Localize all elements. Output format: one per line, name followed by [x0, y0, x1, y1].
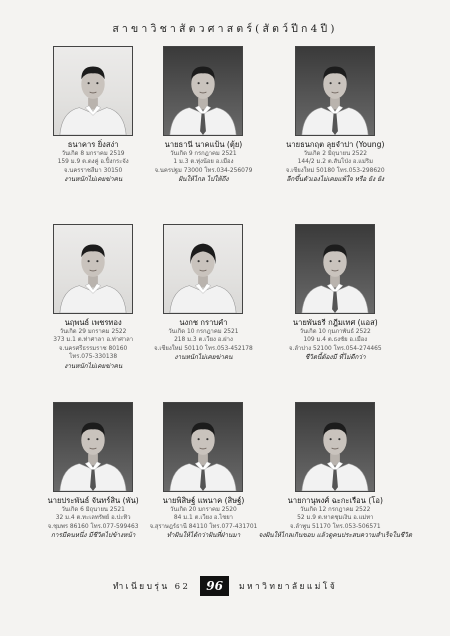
- student-birthdate: วันเกิด 20 มกราคม 2520: [170, 507, 237, 513]
- student-address: 52 ม.9 ต.หาดชุมเงิน อ.แม่ทา: [297, 515, 374, 522]
- eye-right: [339, 82, 341, 84]
- eye-left: [88, 260, 90, 262]
- student-card: [148, 44, 258, 222]
- eye-right: [339, 438, 341, 440]
- footer-class-label: ทำเนียบรุ่น 62: [112, 582, 191, 592]
- student-address: จ.นครศรีธรรมราช 80160: [59, 345, 128, 352]
- student-photo: [163, 402, 243, 492]
- student-address: 1 ม.3 ต.ทุ่งน้อย อ.เมือง: [173, 159, 234, 166]
- student-motto: งานหนักไม่เคยฆ่าคน: [64, 361, 123, 370]
- eye-right: [96, 438, 98, 440]
- student-address: 84 ม.1 ต.เวียง อ.ไชยา: [173, 515, 233, 522]
- eye-left: [330, 438, 332, 440]
- student-motto: จงฝันให้ไกลเกินขอบ แล้วดูคนประสบความสำเร็จในชีวิต: [258, 531, 412, 540]
- student-card: [259, 44, 412, 222]
- student-name: นายธานี นาคแป้น (ตุ้ย): [164, 140, 243, 149]
- eye-left: [198, 438, 200, 440]
- student-address: จ.ลำปาง 52100 โทร.054-274465: [289, 345, 382, 352]
- portrait-silhouette: [164, 403, 242, 491]
- eye-left: [198, 260, 200, 262]
- portrait-silhouette: [54, 403, 132, 491]
- student-address: จ.นครราชสีมา 30150: [63, 167, 123, 174]
- portrait-silhouette: [296, 403, 374, 491]
- student-birthdate: วันเกิด 12 กรกฎาคม 2522: [300, 507, 371, 513]
- student-photo: [295, 402, 375, 492]
- student-motto: ลีกขึ้นตัวเองไม่เคยแพ้ใจ หรือ ยัง ยัง: [286, 175, 385, 184]
- student-name: นายธนกฤต ลุยจำปา (Young): [286, 140, 385, 149]
- student-address: จ.สุราษฎร์ธานี 84110 โทร.077-431701: [149, 523, 258, 530]
- student-address: จ.เชียงใหม่ 50180 โทร.053-298620: [285, 167, 385, 174]
- student-address: 32 ม.4 ต.ทะเลทรัพย์ อ.ปะทิว: [55, 515, 131, 522]
- student-birthdate: วันเกิด 10 กุมภาพันธ์ 2522: [299, 329, 371, 335]
- student-address: จ.เชียงใหม่ 50110 โทร.053-452178: [154, 345, 253, 352]
- student-address: จ.ชุมพร 86160 โทร.077-599463: [47, 523, 139, 530]
- student-motto: งานหนักไม่เคยฆ่าคน: [174, 353, 233, 362]
- student-name: นายพันธรี กฎีมเทศ (แอส): [292, 318, 378, 327]
- student-card: [38, 44, 148, 222]
- student-birthdate: วันเกิด 2 มิถุนายน 2522: [303, 151, 367, 157]
- student-photo: [53, 224, 133, 314]
- student-name: นายพิสิษฐ์ แพนาค (สิษฐ์): [162, 496, 245, 505]
- eye-left: [330, 82, 332, 84]
- portrait-silhouette: [54, 225, 132, 313]
- student-phone: โทร.075-330138: [69, 354, 118, 361]
- student-birthdate: วันเกิด 6 มิถุนายน 2521: [61, 507, 125, 513]
- student-address: 159 ม.9 ต.ดงคู่ อ.ปิ้งกระจัง: [57, 159, 129, 166]
- eye-left: [198, 82, 200, 84]
- portrait-silhouette: [296, 47, 374, 135]
- student-motto: การมีคนหนึ่ง มีชีวิตไปข้างหน้า: [51, 531, 136, 540]
- page-title: สาขาวิชาสัตวศาสตร์(สัตว์ปีก4ปี): [112, 23, 338, 35]
- eye-left: [88, 82, 90, 84]
- portrait-silhouette: [54, 47, 132, 135]
- eye-right: [207, 82, 209, 84]
- eye-right: [96, 260, 98, 262]
- student-card: [38, 400, 148, 578]
- student-motto: งานหนักไม่เคยฆ่าคน: [64, 175, 123, 184]
- student-photo: [163, 46, 243, 136]
- student-photo: [53, 402, 133, 492]
- student-card: [259, 400, 412, 578]
- student-name: นายประพันธ์ จันทร์สิน (พัน): [47, 496, 139, 505]
- student-address: 373 ม.1 ต.ท่าศาลา อ.ท่าศาลา: [53, 337, 134, 344]
- student-address: 218 ม.3 ต.เวียง อ.ฝาง: [174, 337, 233, 344]
- student-motto: ทำฝันให้ได้กว่าฝันที่ฝ่านมา: [166, 531, 241, 540]
- portrait-silhouette: [164, 225, 242, 313]
- student-motto: ชีวิตนี้ต้องมี ที่ไม่ดีกว่า: [304, 353, 366, 362]
- student-birthdate: วันเกิด 10 กรกฎาคม 2521: [168, 329, 239, 335]
- student-address: จ.นครปฐม 73000 โทร.034-256079: [154, 167, 253, 174]
- student-card: [259, 222, 412, 400]
- student-motto: ฝันให้ไกล ไปให้ถึง: [178, 175, 229, 184]
- student-birthdate: วันเกิด 9 กรกฎาคม 2521: [170, 151, 237, 157]
- student-address: 144/2 ม.2 ต.สันโป่ง อ.แม่ริม: [297, 159, 373, 166]
- student-grid: [38, 44, 412, 578]
- student-name: ธนาคาร ยิ่งสง่า: [67, 140, 119, 149]
- student-card: [38, 222, 148, 400]
- student-photo: [295, 46, 375, 136]
- student-photo: [295, 224, 375, 314]
- student-address: จ.ลำพูน 51170 โทร.053-506571: [290, 523, 381, 530]
- student-birthdate: วันเกิด 29 มกราคม 2522: [59, 329, 127, 335]
- student-name: นฤพนธ์ เพชรทอง: [64, 318, 122, 327]
- page-footer: [0, 575, 450, 597]
- eye-right: [207, 438, 209, 440]
- page-number: 96: [200, 576, 229, 596]
- student-card: [148, 400, 258, 578]
- student-photo: [53, 46, 133, 136]
- portrait-silhouette: [164, 47, 242, 135]
- portrait-silhouette: [296, 225, 374, 313]
- student-photo: [163, 224, 243, 314]
- student-name: นายกานุพงศ์ ฉะกะเรือน (โอ): [287, 496, 383, 505]
- student-name: นงกช กราบคำ: [179, 318, 228, 327]
- eye-left: [88, 438, 90, 440]
- student-address: 109 ม.4 ต.ธงชัย อ.เมือง: [303, 337, 368, 344]
- student-birthdate: วันเกิด 8 มกราคม 2519: [61, 151, 125, 157]
- eye-left: [330, 260, 332, 262]
- eye-right: [207, 260, 209, 262]
- footer-university-label: มหาวิทยาลัยแม่โจ้: [238, 582, 338, 592]
- student-card: [148, 222, 258, 400]
- eye-right: [96, 82, 98, 84]
- eye-right: [339, 260, 341, 262]
